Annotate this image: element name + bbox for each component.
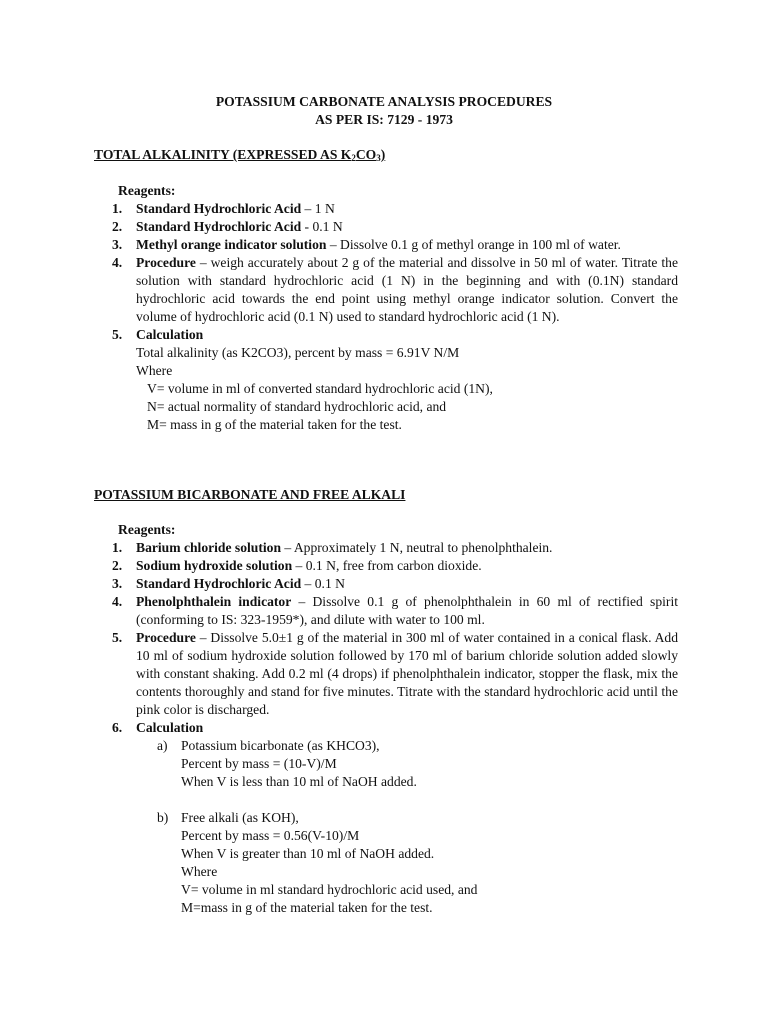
calculation-sub-b: b) Free alkali (as KOH), Percent by mass = 0.56(V-10)/M When V is greater than 10 ml of NaOH added. Where V= volume in ml standard hydrochloric acid used, and M=mass in g of the material taken for the test. [157, 810, 478, 915]
definition-n: N= actual normality of standard hydrochloric acid, and [147, 399, 447, 414]
list-item: 1. Barium chloride solution – Approximately 1 N, neutral to phenolphthalein. [112, 540, 553, 555]
where-label: Where [136, 363, 173, 378]
reagent-list [0, 539, 768, 737]
reagents-label: Reagents: [118, 522, 176, 537]
calculation-heading: 6. Calculation [112, 720, 204, 735]
list-item: 2. Standard Hydrochloric Acid - 0.1 N [112, 219, 343, 234]
list-item: 2. Sodium hydroxide solution – 0.1 N, free from carbon dioxide. [112, 558, 482, 573]
list-item: 4. Phenolphthalein indicator – Dissolve 0.1 g of phenolphthalein in 60 ml of rectified spirit (conforming to IS: 323-1959*), and dilute with water to 100 ml. [112, 594, 678, 627]
section-heading-bicarbonate: POTASSIUM BICARBONATE AND FREE ALKALI [94, 487, 406, 502]
calculation-sub-a: a) Potassium bicarbonate (as KHCO3), Percent by mass = (10-V)/M When V is less than 10 ml of NaOH added. [157, 738, 417, 789]
list-item: 3. Standard Hydrochloric Acid – 0.1 N [112, 576, 345, 591]
definition-v: V= volume in ml of converted standard hydrochloric acid (1N), [147, 381, 493, 396]
list-item: 4. Procedure – weigh accurately about 2 g of the material and dissolve in 50 ml of water. Titrate the solution with standard hydrochloric acid (1 N) in the beginning and with (0.1N) standard hydrochloric acid towards the end point using methyl orange indicator solution. Convert the volume of hydrochloric acid (0.1 N) used to standard hydrochloric acid (1 N). [112, 255, 678, 324]
list-item: 5. Procedure – Dissolve 5.0±1 g of the material in 300 ml of water contained in a conical flask. Add 10 ml of sodium hydroxide solution followed by 170 ml of barium chloride solution added slowly with constant shaking. Add 0.2 ml (4 drops) if phenolphthalein indicator, stopper the flask, mix the contents thoroughly and stand for five minutes. Titrate with the standard hydrochloric acid until the pink color is discharged. [112, 630, 678, 717]
calculation-block: 5. Calculation Total alkalinity (as K2CO3), percent by mass = 6.91V N/M Where V= volume in ml of converted standard hydrochloric acid (1N), N= actual normality of standard hydrochloric acid, and M= mass in g of the material taken for the test. [0, 326, 678, 434]
list-item: 3. Methyl orange indicator solution – Dissolve 0.1 g of methyl orange in 100 ml of water. [112, 237, 621, 252]
section-heading-total-alkalinity: TOTAL ALKALINITY (EXPRESSED AS $K_2CO_3$) [94, 147, 386, 163]
definition-m: M= mass in g of the material taken for the test. [147, 417, 402, 432]
calculation-formula: Total alkalinity (as K2CO3), percent by mass = 6.91V N/M [136, 345, 460, 360]
reagent-list [0, 200, 768, 434]
document-subtitle: AS PER IS: 7129 - 1973 [315, 112, 453, 127]
document-title: POTASSIUM CARBONATE ANALYSIS PROCEDURES [215, 94, 553, 109]
list-item: 1. Standard Hydrochloric Acid – 1 N [112, 201, 335, 216]
reagents-label: Reagents: [118, 183, 176, 198]
